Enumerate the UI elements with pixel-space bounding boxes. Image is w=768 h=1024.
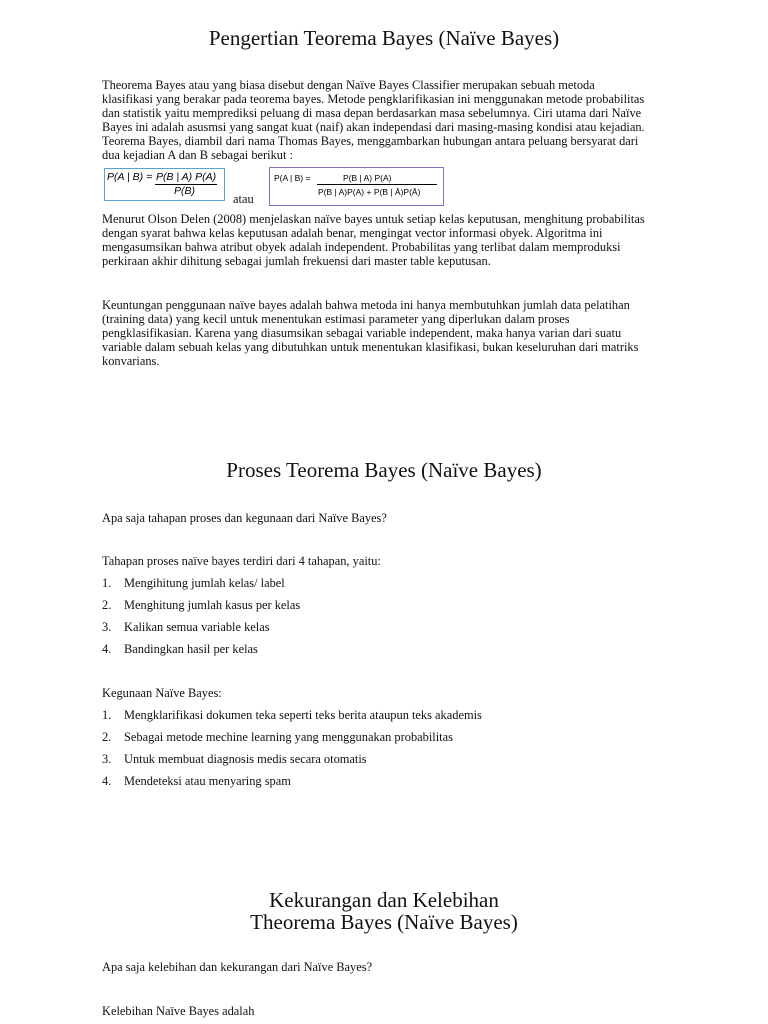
steps-intro: Tahapan proses naïve bayes terdiri dari 4 tahapan, yaitu: xyxy=(102,554,381,568)
list-item: 1. Mengihitung jumlah kelas/ label xyxy=(102,576,285,590)
paragraph-line: Teorema Bayes, diambil dari nama Thomas Bayes, menggambarkan hubungan antara peluang bersyarat dari xyxy=(102,134,639,148)
formula-lhs: P(A | B) = xyxy=(274,173,311,183)
paragraph-line: Theorema Bayes atau yang biasa disebut dengan Naïve Bayes Classifier merupakan sebuah metoda xyxy=(102,78,595,92)
paragraph-line: konvarians. xyxy=(102,354,160,368)
bayes-formula-expanded xyxy=(269,167,444,206)
paragraph-line: dua kejadian A dan B sebagai berikut : xyxy=(102,148,293,162)
list-item: 2. Menghitung jumlah kasus per kelas xyxy=(102,598,301,612)
formula-lhs: P(A | B) = xyxy=(107,171,153,183)
formula-numerator: P(B | A) P(A) xyxy=(343,173,392,183)
section-title-kekurangan-line2: Theorema Bayes (Naïve Bayes) xyxy=(250,910,518,934)
kelebihan-intro: Kelebihan Naïve Bayes adalah xyxy=(102,1004,255,1018)
question-text: Apa saja kelebihan dan kekurangan dari Naïve Bayes? xyxy=(102,960,373,974)
bayes-formula-simple xyxy=(104,168,225,201)
uses-list xyxy=(102,708,482,796)
paragraph-line: variable dalam sebuah kelas yang dibutuhkan untuk menentukan klasifikasi, bukan keseluruhan dari matriks xyxy=(102,340,639,354)
section-title-proses: Proses Teorema Bayes (Naïve Bayes) xyxy=(226,458,542,482)
paragraph-line: pengklasifikasian. Karena yang diasumsikan sebagai variable independent, maka hanya varian dari suatu xyxy=(102,326,622,340)
atau-label: atau xyxy=(233,192,254,206)
uses-intro: Kegunaan Naïve Bayes: xyxy=(102,686,222,700)
paragraph-line: perkiraan akhir dihitung sebagai jumlah frekuensi dari master table keputusan. xyxy=(102,254,491,268)
formula-numerator: P(B | A) P(A) xyxy=(156,171,217,183)
paragraph-line: mengasumsikan bahwa atribut obyek adalah independent. Probabilitas yang terlibat dalam memproduksi xyxy=(102,240,621,254)
list-item: 3. Untuk membuat diagnosis medis secara otomatis xyxy=(102,752,367,766)
paragraph-line: Keuntungan penggunaan naïve bayes adalah bahwa metoda ini hanya membutuhkan jumlah data pelatihan xyxy=(102,298,630,312)
fraction-bar xyxy=(317,184,437,185)
formula-denominator: P(B | A)P(A) + P(B | Ā)P(Ā) xyxy=(318,187,421,197)
paragraph-line: Menurut Olson Delen (2008) menjelaskan naïve bayes untuk setiap kelas keputusan, menghitung probabilitas xyxy=(102,212,645,226)
section-title-kekurangan: Kekurangan dan Kelebihan xyxy=(269,888,499,912)
paragraph-line: dan statistik yaitu memprediksi peluang di masa depan berdasarkan masa sebelumnya. Ciri utama dari Naïve xyxy=(102,106,642,120)
list-item: 4. Mendeteksi atau menyaring spam xyxy=(102,774,291,788)
paragraph-line: klasifikasi yang berakar pada teorema bayes. Metode pengklarifikasian ini menggunakan metode probabilitas xyxy=(102,92,645,106)
list-item: 2. Sebagai metode mechine learning yang menggunakan probabilitas xyxy=(102,730,453,744)
steps-list xyxy=(102,576,300,664)
formula-denominator: P(B) xyxy=(174,185,195,197)
list-item: 4. Bandingkan hasil per kelas xyxy=(102,642,258,656)
question-text: Apa saja tahapan proses dan kegunaan dari Naïve Bayes? xyxy=(102,511,387,525)
paragraph-line: dengan syarat bahwa kelas keputusan adalah benar, mengingat vector informasi obyek. Algoritma ini xyxy=(102,226,603,240)
list-item: 3. Kalikan semua variable kelas xyxy=(102,620,270,634)
paragraph-line: Bayes ini adalah asusmsi yang sangat kuat (naif) akan independasi dari masing-masing kondisi atau kejadian. xyxy=(102,120,645,134)
list-item: 1. Mengklarifikasi dokumen teka seperti teks berita ataupun teks akademis xyxy=(102,708,482,722)
section-title-pengertian: Pengertian Teorema Bayes (Naïve Bayes) xyxy=(208,26,560,50)
paragraph-line: (training data) yang kecil untuk menentukan estimasi parameter yang diperlukan dalam proses xyxy=(102,312,570,326)
